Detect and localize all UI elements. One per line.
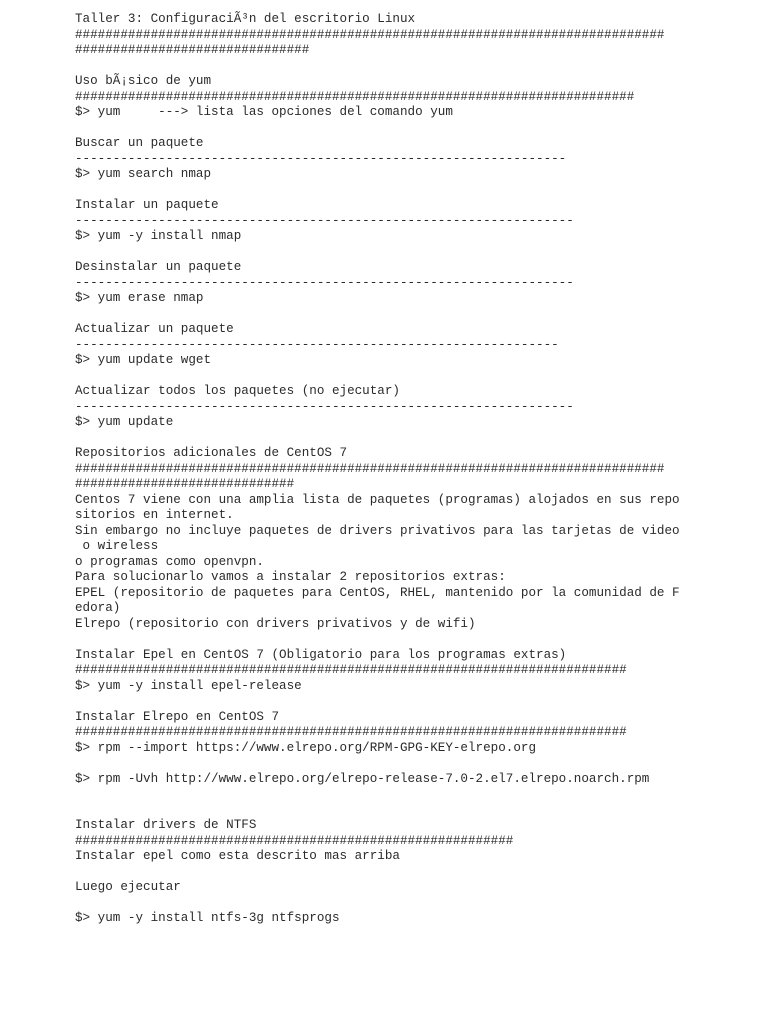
document-line: $> yum erase nmap (75, 291, 204, 305)
document-line: Para solucionarlo vamos a instalar 2 repositorios extras: (75, 570, 506, 584)
document-line: Instalar Elrepo en CentOS 7 (75, 709, 280, 724)
document-line: $> yum ---> lista las opciones del comando yum (75, 105, 453, 119)
document-line (75, 431, 675, 447)
document-line (75, 787, 675, 803)
document-line (75, 865, 675, 881)
document-line: edora) (75, 601, 121, 615)
document-line: Actualizar un paquete (75, 322, 234, 336)
document-line (75, 307, 675, 323)
document-line (75, 183, 675, 199)
document-line: $> yum update wget (75, 353, 212, 367)
document-line: ######################################################################### (75, 725, 627, 739)
document-line (75, 59, 675, 75)
document-line (75, 245, 675, 261)
document-line: $> yum search nmap (75, 167, 212, 181)
document-line: Desinstalar un paquete (75, 260, 242, 274)
document-body (75, 12, 680, 927)
document-line: $> yum -y install epel-release (75, 678, 302, 693)
document-line: Elrepo (repositorio con drivers privativos y de wifi) (75, 616, 476, 631)
document-line: ############################################################################## (75, 461, 665, 476)
document-line: Taller 3: ConfiguraciÃ³n del escritorio Linux (75, 12, 416, 26)
document-line: Repositorios adicionales de CentOS 7 (75, 446, 348, 460)
document-line: ------------------------------------------------------------------ (75, 213, 574, 228)
document-line: ########################################################################## (75, 89, 635, 104)
document-line (75, 756, 675, 772)
document-line: Sin embargo no incluye paquetes de drivers privativos para las tarjetas de video (75, 523, 680, 538)
document-line: ############################################################################## (75, 27, 665, 42)
document-line: ------------------------------------------------------------------ (75, 399, 574, 414)
document-line: ########################################################## (75, 833, 514, 848)
document-line: sitorios en internet. (75, 508, 234, 522)
document-line: o programas como openvpn. (75, 554, 264, 569)
document-line: Instalar un paquete (75, 198, 219, 212)
document-line: ######################################################################### (75, 663, 627, 677)
document-line (75, 121, 675, 137)
document-line (75, 632, 675, 648)
document-line: ############################# (75, 477, 295, 491)
document-line: Centos 7 viene con una amplia lista de paquetes (programas) alojados en sus repo (75, 492, 680, 507)
document-line: $> yum -y install ntfs-3g ntfsprogs (75, 911, 340, 925)
document-line: $> rpm -Uvh http://www.elrepo.org/elrepo-release-7.0-2.el7.elrepo.noarch.rpm (75, 771, 650, 786)
document-line: ------------------------------------------------------------------ (75, 275, 574, 290)
document-line: Buscar un paquete (75, 136, 204, 150)
document-line: ---------------------------------------------------------------- (75, 337, 559, 352)
document-line: $> rpm --import https://www.elrepo.org/RPM-GPG-KEY-elrepo.org (75, 740, 537, 755)
document-line: Instalar Epel en CentOS 7 (Obligatorio para los programas extras) (75, 647, 567, 662)
document-line: Uso bÃ¡sico de yum (75, 74, 212, 88)
document-line: ----------------------------------------------------------------- (75, 151, 567, 166)
document-line: Instalar drivers de NTFS (75, 818, 257, 832)
document-line: EPEL (repositorio de paquetes para CentOS, RHEL, mantenido por la comunidad de F (75, 585, 680, 600)
document-line: o wireless (75, 539, 159, 553)
document-line (75, 369, 675, 385)
document-line (75, 896, 675, 912)
document-line: Instalar epel como esta descrito mas arriba (75, 849, 400, 863)
document-line: Actualizar todos los paquetes (no ejecutar) (75, 384, 400, 398)
document-line: ############################### (75, 43, 310, 57)
document-line (75, 803, 675, 819)
document-line: Luego ejecutar (75, 880, 181, 894)
document-line (75, 694, 675, 710)
document-line: $> yum update (75, 415, 174, 429)
document-line: $> yum -y install nmap (75, 229, 242, 243)
